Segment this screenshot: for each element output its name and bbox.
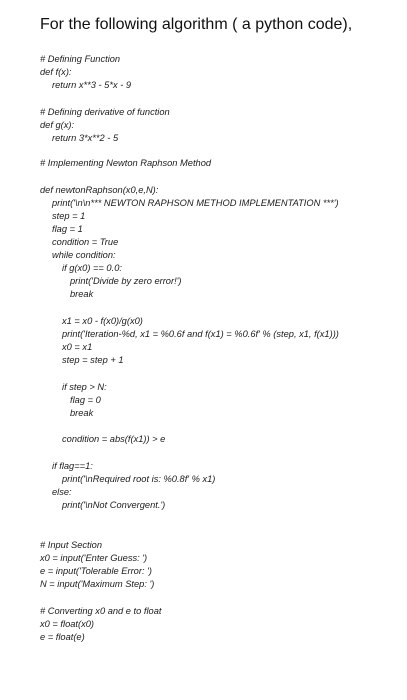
code-line: flag = 0	[70, 395, 101, 405]
code-line: print('Iteration-%d, x1 = %0.6f and f(x1) = %0.6f' % (step, x1, f(x1)))	[62, 329, 339, 339]
code-line: if g(x0) == 0.0:	[62, 263, 122, 273]
code-line: print('Divide by zero error!')	[70, 276, 182, 286]
code-line: condition = True	[52, 237, 119, 247]
question-title: For the following algorithm ( a python code),	[40, 16, 353, 33]
code-line: e = input('Tolerable Error: ')	[40, 566, 152, 576]
code-line: break	[70, 408, 94, 418]
code-line: if flag==1:	[52, 461, 93, 471]
code-line: def f(x):	[40, 67, 72, 77]
code-line: e = float(e)	[40, 632, 85, 642]
code-line: return 3*x**2 - 5	[52, 133, 119, 143]
code-line: x0 = input('Enter Guess: ')	[40, 553, 148, 563]
code-line: else:	[52, 487, 72, 497]
code-line: condition = abs(f(x1)) > e	[62, 434, 166, 444]
code-line: print('\n\n*** NEWTON RAPHSON METHOD IMPLEMENTATION ***')	[52, 198, 339, 208]
code-line: # Defining Function	[40, 54, 121, 64]
code-line: x1 = x0 - f(x0)/g(x0)	[62, 316, 143, 326]
code-line: print('\nNot Convergent.')	[62, 500, 166, 510]
code-line: # Input Section	[40, 540, 103, 550]
code-line: break	[70, 289, 94, 299]
code-line: while condition:	[52, 250, 116, 260]
code-line: if step > N:	[62, 382, 107, 392]
code-line: # Converting x0 and e to float	[40, 606, 162, 616]
code-line: # Implementing Newton Raphson Method	[40, 158, 212, 168]
code-line: def g(x):	[40, 120, 75, 130]
code-line: x0 = x1	[62, 342, 93, 352]
code-line: step = 1	[52, 211, 86, 221]
code-line: flag = 1	[52, 224, 83, 234]
code-line: step = step + 1	[62, 355, 124, 365]
code-line: print('\nRequired root is: %0.8f' % x1)	[62, 474, 216, 484]
code-line: N = input('Maximum Step: ')	[40, 579, 155, 589]
code-line: return x**3 - 5*x - 9	[52, 80, 132, 90]
code-line: def newtonRaphson(x0,e,N):	[40, 185, 159, 195]
code-line: # Defining derivative of function	[40, 107, 170, 117]
code-line: x0 = float(x0)	[40, 619, 94, 629]
